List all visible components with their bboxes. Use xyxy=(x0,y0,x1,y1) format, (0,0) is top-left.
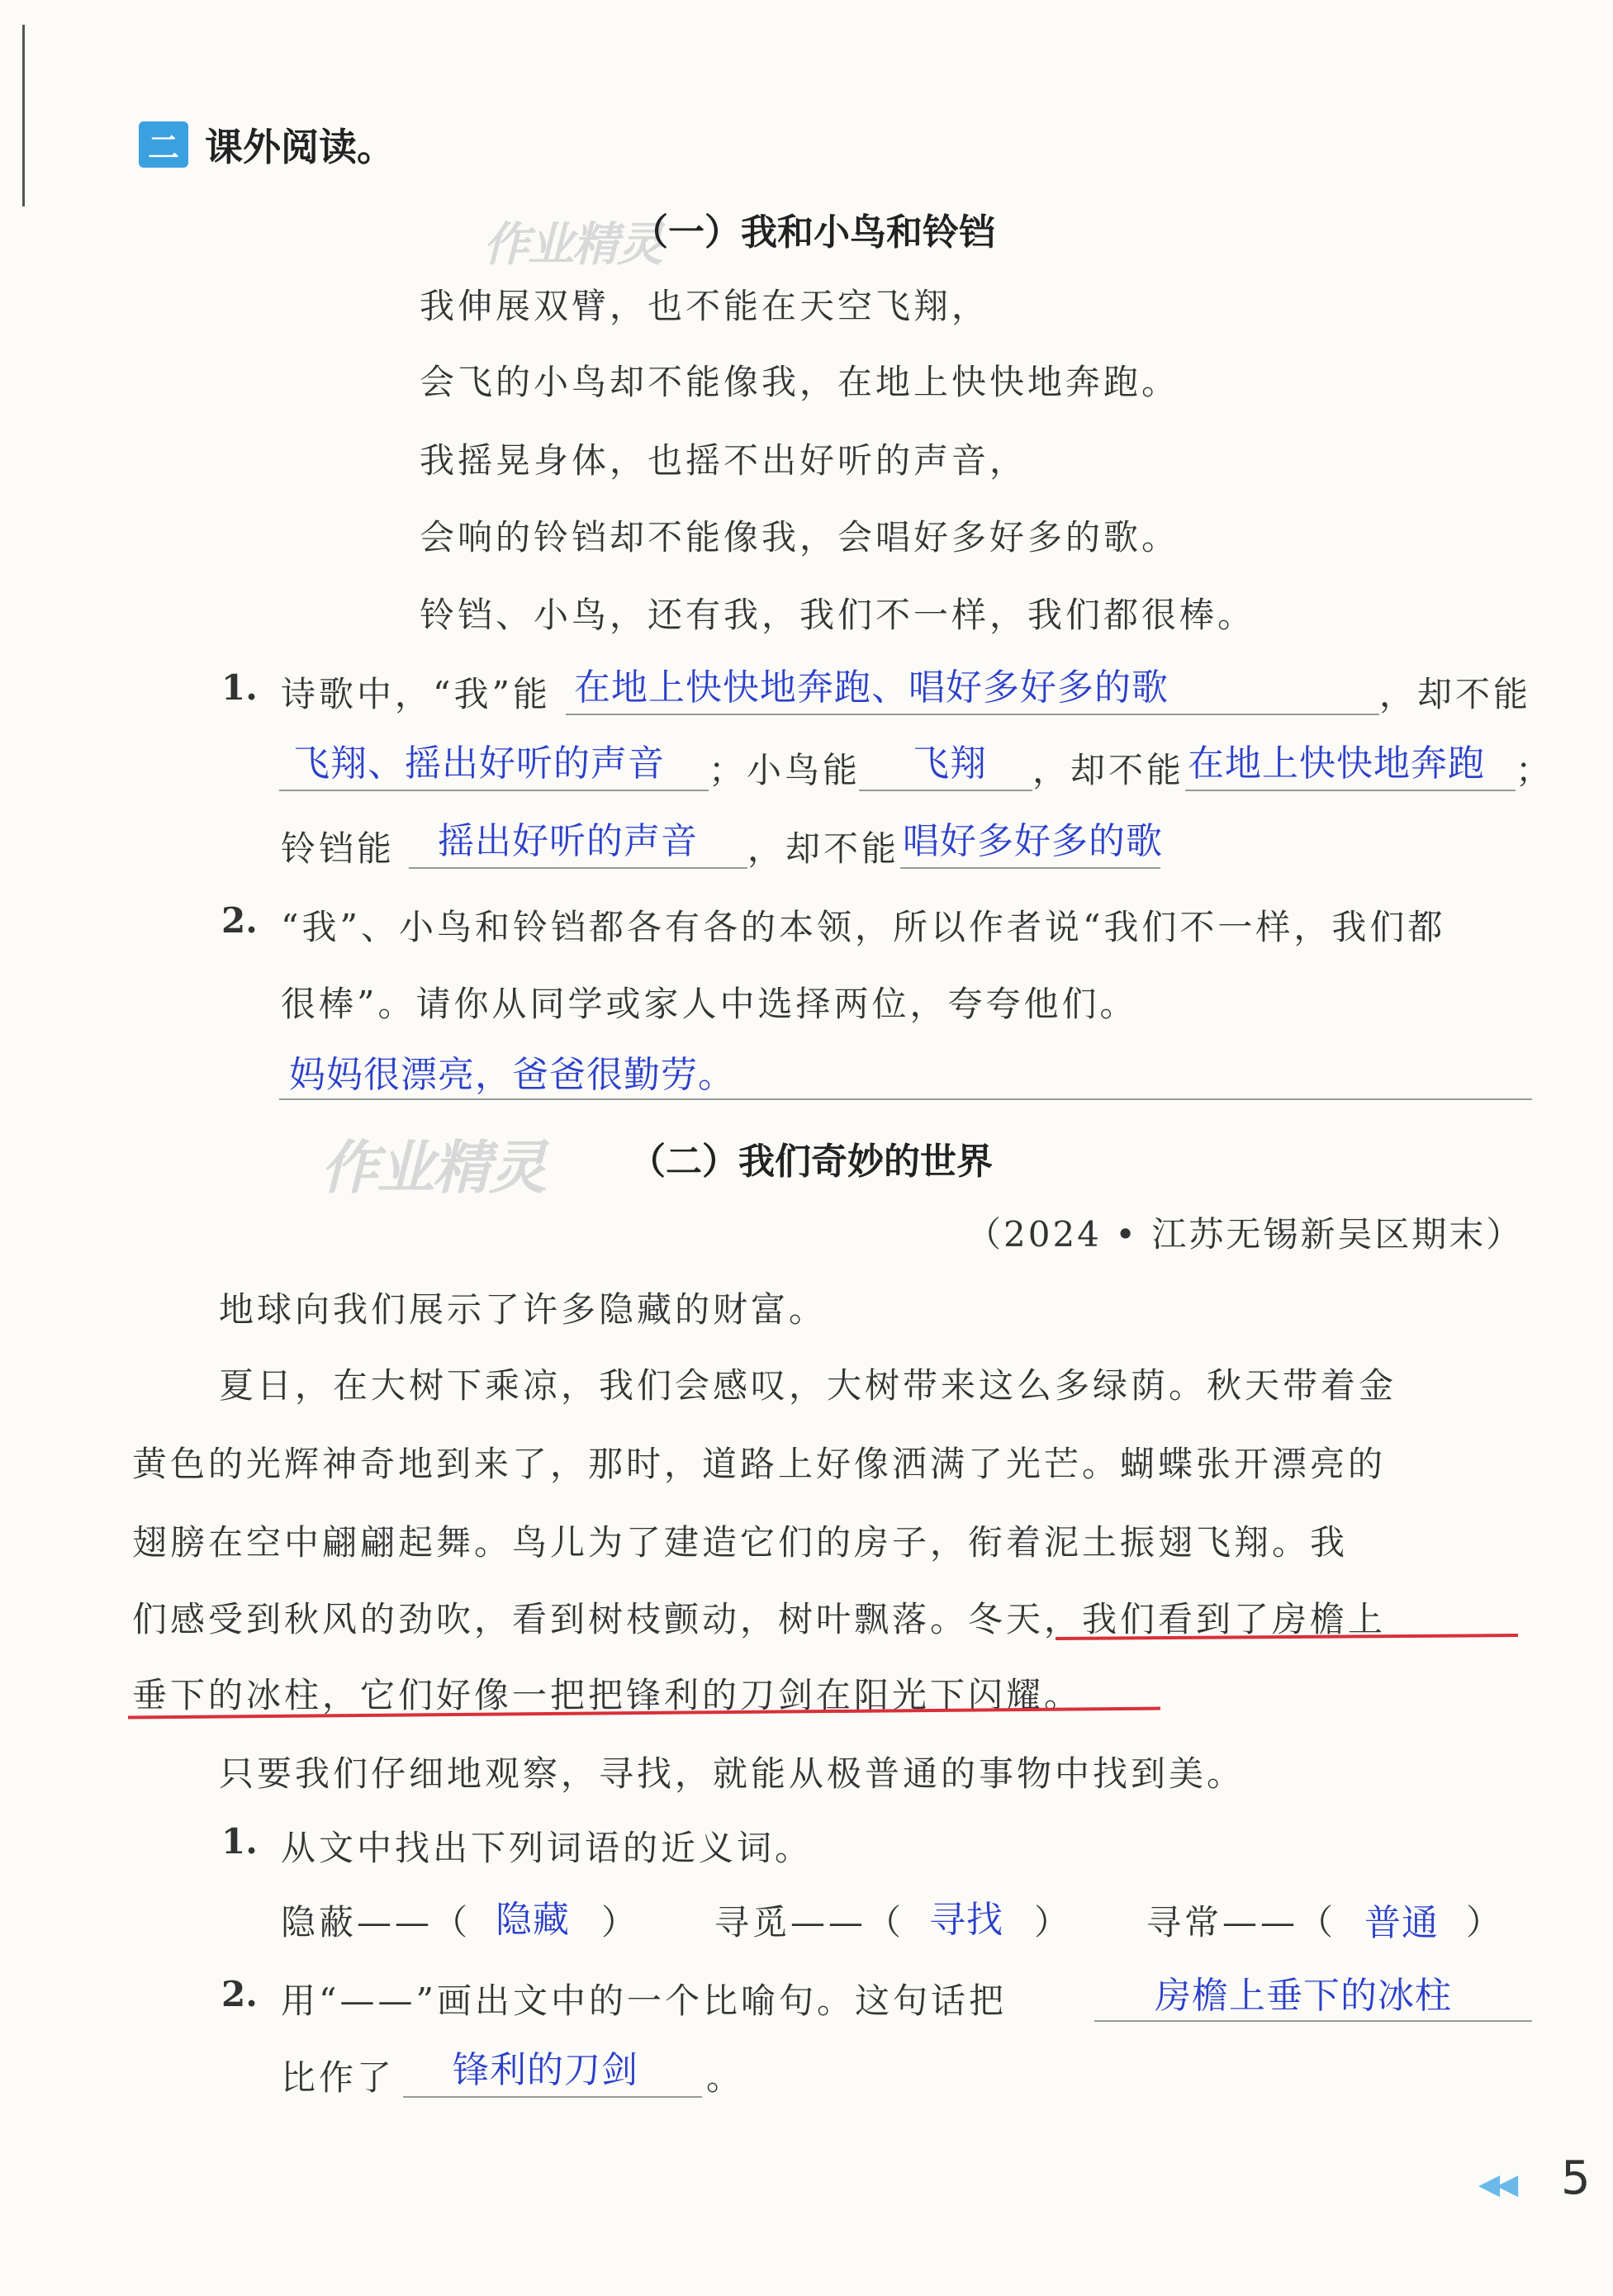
question-text: 铃铛能 xyxy=(281,828,396,869)
question-number: 1. xyxy=(221,1821,258,1862)
answer-text: 锋利的刀剑 xyxy=(453,2049,638,2091)
paragraph-line: 夏日，在大树下乘凉，我们会感叹，大树带来这么多绿荫。秋天带着金 xyxy=(219,1365,1397,1406)
question-text: ；小鸟能 xyxy=(709,750,861,790)
paragraph-line: 黄色的光辉神奇地到来了，那时，道路上好像洒满了光芒。蝴蝶张开漂亮的 xyxy=(132,1444,1387,1484)
synonym-word: 寻常——（ xyxy=(1146,1902,1337,1943)
question-text: 比作了 xyxy=(281,2057,396,2098)
bracket-close: ） xyxy=(1466,1902,1505,1943)
bracket-close: ） xyxy=(601,1902,640,1943)
answer-text: 在地上快快地奔跑 xyxy=(1188,742,1485,785)
answer-text: 摇出好听的声音 xyxy=(438,820,698,862)
question-text: 。 xyxy=(706,2057,745,2098)
question-text: ； xyxy=(1516,750,1554,790)
question-text: 用“——”画出文中的一个比喻句。这句话把 xyxy=(281,1981,1007,2021)
answer-text: 飞翔、摇出好听的声音 xyxy=(293,742,665,785)
answer-text: 唱好多好多的歌 xyxy=(903,820,1163,862)
passage1-title: （一）我和小鸟和铃铛 xyxy=(632,211,995,254)
question-number: 1. xyxy=(221,667,258,708)
paragraph-line: 垂下的冰柱，它们好像一把把锋利的刀剑在阳光下闪耀。 xyxy=(132,1675,1083,1715)
paragraph: 只要我们仔细地观察，寻找，就能从极普通的事物中找到美。 xyxy=(219,1753,1245,1794)
section-badge: 二 xyxy=(139,121,188,168)
question-text: ，却不能 xyxy=(1032,750,1185,790)
answer-text: 在地上快快地奔跑、唱好多好多的歌 xyxy=(574,667,1169,709)
question-text: 很棒”。请你从同学或家人中选择两位，夸夸他们。 xyxy=(281,984,1138,1024)
source-note: （2024 • 江苏无锡新吴区期末） xyxy=(966,1214,1524,1255)
answer-blank xyxy=(900,867,1160,869)
poem-line-3: 我摇晃身体，也摇不出好听的声音， xyxy=(420,440,1028,481)
answer-blank xyxy=(1094,2020,1532,2022)
answer-blank xyxy=(403,2096,702,2098)
answer-text: 妈妈很漂亮，爸爸很勤劳。 xyxy=(289,1054,735,1096)
paragraph: 地球向我们展示了许多隐藏的财富。 xyxy=(219,1289,828,1330)
section-title: 课外阅读。 xyxy=(205,125,395,169)
binding-line xyxy=(22,25,25,206)
question-text: “我”、小鸟和铃铛都各有各的本领，所以作者说“我们不一样，我们都 xyxy=(281,907,1446,947)
answer-blank xyxy=(279,790,709,791)
answer-blank xyxy=(566,714,1379,715)
watermark: 作业精灵 xyxy=(320,1134,545,1202)
answer-blank xyxy=(1185,790,1516,791)
poem-line-5: 铃铛、小鸟，还有我，我们不一样，我们都很棒。 xyxy=(420,595,1256,635)
question-text: ，却不能 xyxy=(747,828,900,869)
poem-line-2: 会飞的小鸟却不能像我，在地上快快地奔跑。 xyxy=(420,362,1180,402)
section-header xyxy=(139,116,395,173)
question-text: 诗歌中，“我”能 xyxy=(281,674,551,714)
answer-blank xyxy=(409,867,747,869)
page-number: 5 xyxy=(1561,2151,1591,2205)
paragraph-line: 们感受到秋风的劲吹，看到树枝颤动，树叶飘落。冬天，我们看到了房檐上 xyxy=(132,1599,1387,1639)
answer-blank xyxy=(279,1098,1532,1100)
passage2-title: （二）我们奇妙的世界 xyxy=(629,1141,993,1183)
watermark: 作业精灵 xyxy=(483,218,662,272)
question-number: 2. xyxy=(221,900,258,941)
answer-text: 房檐上垂下的冰柱 xyxy=(1155,1975,1452,2017)
question-text: 从文中找出下列词语的近义词。 xyxy=(281,1828,814,1868)
answer-text: 飞翔 xyxy=(913,742,987,785)
poem-line-4: 会响的铃铛却不能像我，会唱好多好多的歌。 xyxy=(420,517,1180,557)
answer-text: 寻找 xyxy=(929,1899,1003,1941)
question-text: ，却不能 xyxy=(1379,674,1532,714)
page-arrows-icon: ◀◀ xyxy=(1478,2168,1516,2201)
synonym-word: 寻觅——（ xyxy=(714,1902,905,1943)
bracket-close: ） xyxy=(1034,1902,1073,1943)
answer-text: 隐藏 xyxy=(496,1899,570,1941)
poem-line-1: 我伸展双臂，也不能在天空飞翔， xyxy=(420,286,990,326)
paragraph-line: 翅膀在空中翩翩起舞。鸟儿为了建造它们的房子，衔着泥土振翅飞翔。我 xyxy=(132,1522,1349,1563)
answer-blank xyxy=(859,790,1032,791)
question-number: 2. xyxy=(221,1974,258,2014)
synonym-word: 隐蔽——（ xyxy=(281,1902,472,1943)
answer-text: 普通 xyxy=(1364,1902,1439,1944)
